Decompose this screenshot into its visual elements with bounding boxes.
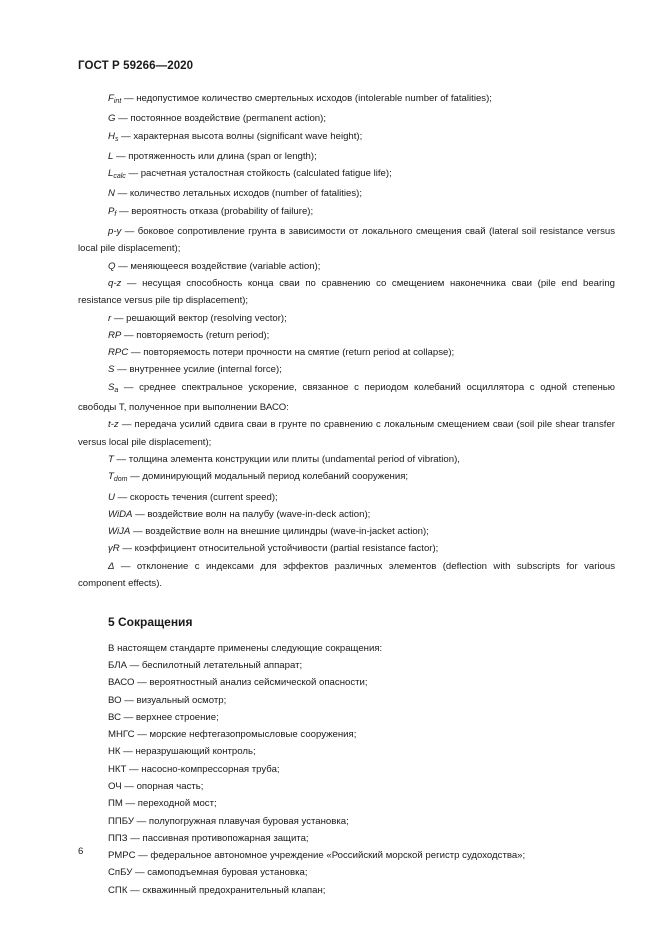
symbol: Q <box>108 260 116 272</box>
symbol: WiJA <box>108 526 131 538</box>
symbol-definition <box>78 185 615 202</box>
symbol-description: — среднее спектральное ускорение, связанное с периодом колебаний осциллятора с одной степенью свободы T, полученное при выполнении ВАСО: <box>78 381 615 414</box>
symbol-description: — повторяемость (return period); <box>121 329 270 341</box>
document-body <box>78 90 615 899</box>
symbol-definition <box>78 128 615 148</box>
abbreviation-item: СПК — скважинный предохранительный клапан; <box>108 884 326 896</box>
symbol-description: — недопустимое количество смертельных исходов (intolerable number of fatalities); <box>121 93 492 104</box>
symbol-definition <box>78 489 615 506</box>
symbol: γR <box>108 543 120 555</box>
symbol: q-z <box>108 277 122 289</box>
symbol: U <box>108 491 115 503</box>
symbol: Δ <box>108 560 115 572</box>
symbol-description: — количество летальных исходов (number of fatalities); <box>114 188 363 200</box>
symbol: L <box>108 168 114 180</box>
symbol-definition <box>78 540 615 557</box>
symbol-definition <box>78 275 615 310</box>
abbreviation-item: НКТ — насосно-компрессорная труба; <box>108 763 280 775</box>
abbreviation-item: ВО — визуальный осмотр; <box>108 694 227 706</box>
symbol-description: — отклонение с индексами для эффектов различных элементов (deflection with subscripts for various component effects). <box>78 560 615 590</box>
abbreviation-item: НК — неразрушающий контроль; <box>108 746 256 758</box>
symbol-definition <box>78 451 615 468</box>
symbol-description: — несущая способность конца сваи по сравнению со смещением наконечника сваи (pile end bearing resistance versus pile tip displacement); <box>78 277 615 307</box>
symbol: P <box>108 205 115 217</box>
symbol-subscript: int <box>113 98 122 105</box>
symbol-definition <box>78 165 615 185</box>
symbol-subscript: s <box>114 135 119 143</box>
symbol-definition <box>78 258 615 275</box>
page-number: 6 <box>78 846 84 857</box>
symbol-description: — воздействие волн на палубу (wave-in-deck action); <box>132 508 371 520</box>
symbol: p-y <box>108 226 122 238</box>
symbol: r <box>108 312 112 324</box>
symbol: WiDA <box>108 508 133 520</box>
symbol-definition <box>78 416 615 451</box>
symbol: F <box>108 93 114 104</box>
abbreviation-item: ППБУ — полупогружная плавучая буровая установка; <box>108 815 349 827</box>
symbol-description: — протяженность или длина (span or length); <box>113 150 317 162</box>
abbreviation-item: ПМ — переходной мост; <box>108 798 217 810</box>
symbol: t-z <box>108 419 119 431</box>
symbol-description: — передача усилий сдвига сваи в грунте по сравнению с локальным смещением сваи (soil pile shear transfer versus local pile displacement); <box>78 419 615 448</box>
abbreviation-item: МНГС — морские нефтегазопромысловые сооружения; <box>108 729 357 741</box>
section-intro: В настоящем стандарте применены следующие сокращения: <box>108 642 383 654</box>
document-header: ГОСТ Р 59266—2020 <box>78 60 194 72</box>
abbreviation-item: ППЗ — пассивная противопожарная защита; <box>108 832 309 844</box>
symbol-subscript: f <box>114 210 117 218</box>
symbol-description: — решающий вектор (resolving vector); <box>111 312 287 324</box>
symbol: G <box>108 113 116 125</box>
symbol-description: — внутреннее усилие (internal force); <box>114 364 282 376</box>
symbol-definition <box>78 558 615 593</box>
symbol-description: — постоянное воздействие (permanent action); <box>115 113 327 125</box>
symbol: T <box>108 471 114 483</box>
symbol-description: — скорость течения (current speed); <box>114 491 278 503</box>
abbreviations-list <box>78 657 615 899</box>
abbreviation-item: ВАСО — вероятностный анализ сейсмической опасности; <box>108 677 368 689</box>
abbreviation-item: ОЧ — опорная часть; <box>108 780 204 792</box>
abbreviation-item: РМРС — федеральное автономное учреждение «Российский морской регистр судоходства»; <box>108 850 526 862</box>
symbol-definition <box>78 523 615 540</box>
abbreviation-item: БЛА — беспилотный летательный аппарат; <box>108 659 303 671</box>
symbol: S <box>108 381 115 393</box>
symbol-definition <box>78 223 615 258</box>
symbol: RP <box>108 329 122 341</box>
symbol-definition <box>78 361 615 378</box>
symbol: N <box>108 188 115 200</box>
symbol-subscript: calc <box>113 173 126 181</box>
symbol-definition <box>78 506 615 523</box>
abbreviation-item: ВС — верхнее строение; <box>108 711 219 723</box>
symbol-definition <box>78 468 615 488</box>
symbol-description: — повторяемость потери прочности на смятие (return period at collapse); <box>128 347 455 359</box>
symbol-description: — боковое сопротивление грунта в зависимости от локального смещения свай (lateral soil resistance versus local pile displacement); <box>78 226 615 255</box>
symbol: S <box>108 364 115 376</box>
abbreviation-item: СпБУ — самоподъемная буровая установка; <box>108 867 308 879</box>
symbol-definition <box>78 379 615 417</box>
symbol-definition <box>78 148 615 165</box>
symbol-definition <box>78 90 615 110</box>
symbol-description: — меняющееся воздействие (variable action); <box>115 260 321 272</box>
symbol-description: — характерная высота волны (significant wave height); <box>118 130 363 142</box>
symbol-definition <box>78 203 615 223</box>
symbol-description: — расчетная усталостная стойкость (calculated fatigue life); <box>125 168 392 180</box>
symbol-description: — доминирующий модальный период колебаний сооружения; <box>127 471 409 483</box>
symbol-definition <box>78 327 615 344</box>
symbol: RPC <box>108 347 129 359</box>
symbols-list <box>78 90 615 592</box>
symbol: H <box>108 130 115 142</box>
symbol-definition <box>78 344 615 361</box>
symbol-subscript: a <box>114 386 119 394</box>
symbol: T <box>108 453 114 465</box>
section-title: 5 Сокращения <box>108 615 193 630</box>
symbol-description: — воздействие волн на внешние цилиндры (wave-in-jacket action); <box>130 526 429 538</box>
symbol-definition <box>78 310 615 327</box>
symbol-definition <box>78 110 615 127</box>
symbol-description: — вероятность отказа (probability of failure); <box>116 205 314 217</box>
symbol-description: — толщина элемента конструкции или плиты (undamental period of vibration), <box>113 453 460 465</box>
symbol-description: — коэффициент относительной устойчивости (partial resistance factor); <box>119 543 439 555</box>
symbol: L <box>108 150 114 162</box>
symbol-subscript: dom <box>113 476 128 484</box>
